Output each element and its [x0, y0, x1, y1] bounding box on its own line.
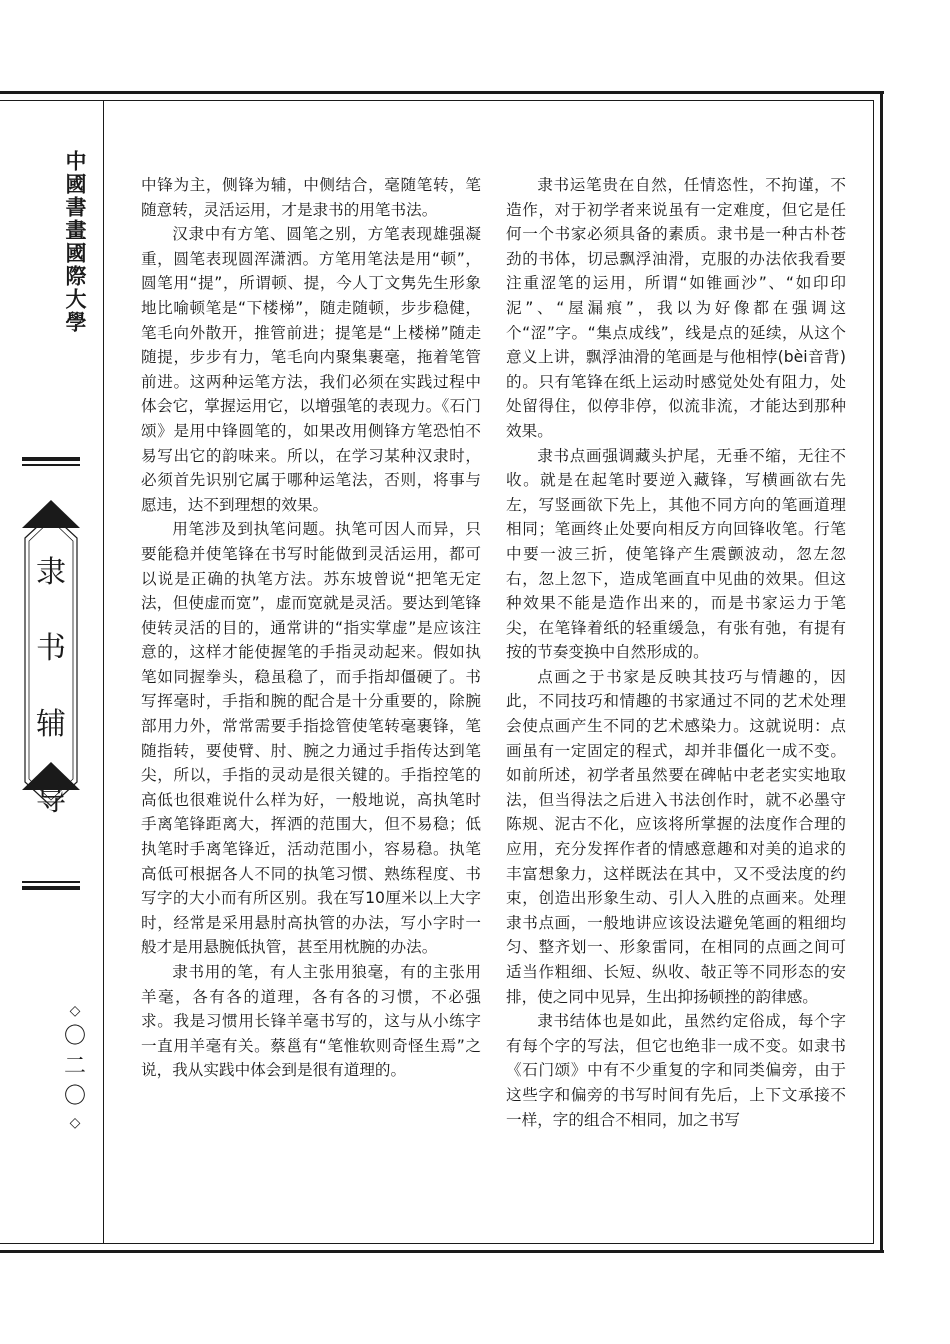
- frame-bottom-inner-rule: [0, 1243, 874, 1244]
- banner-top-bar: [22, 457, 80, 461]
- right-text-column: [506, 173, 846, 1132]
- paragraph: 隶书结体也是如此，虽然约定俗成，每个字有每个字的写法，但它也绝非一成不变。如隶书《石门颂》中有不少重复的字和同类偏旁，由于这些字和偏旁的书写时间有先后，上下文承接不一样，字的组合不相同，加之书写: [506, 1012, 846, 1129]
- frame-right-inner-rule: [873, 100, 874, 1244]
- margin-divider-rule: [103, 100, 104, 1243]
- section-title-char: 隶: [36, 555, 66, 590]
- left-text-column: [141, 173, 481, 1083]
- section-title-char: 书: [36, 631, 66, 666]
- section-title-char: 导: [36, 783, 66, 818]
- page-number: [62, 1000, 88, 1134]
- frame-top-rule: [0, 91, 884, 94]
- banner-bottom-bar: [22, 886, 80, 890]
- section-title-char: 辅: [36, 707, 66, 742]
- paragraph: 隶书用的笔，有人主张用狼毫，有的主张用羊毫，各有各的道理，各有各的习惯，不必强求。我是习惯用长锋羊毫书写的，这与从小练字一直用羊毫有关。蔡邕有“笔惟软则奇怪生焉”之说，我从实践中体会到是很有道理的。: [141, 963, 481, 1080]
- university-title: 中國書畫國際大學: [63, 150, 88, 334]
- page-number-digit: 〇: [63, 1084, 86, 1109]
- paragraph: 中锋为主，侧锋为辅，中侧结合，毫随笔转，笔随意转，灵活运用，才是隶书的用笔书法。: [141, 176, 481, 219]
- paragraph: 隶书运笔贵在自然，任情恣性，不拘谨，不造作，对于初学者来说虽有一定难度，但它是任何一个书家必须具备的素质。隶书是一种古朴苍劲的书体，切忌飘浮油滑，克服的办法依我看要注重涩笔的运用，所谓“如锥画沙”、“如印印泥”、“屋漏痕”，我以为好像都在强调这个“涩”字。“集点成线”，线是点的延续，从这个意义上讲，飘浮油滑的笔画是与他相悖(bèi音背)的。只有笔锋在纸上运动时感觉处处有阻力，处处留得住，似停非停，似流非流，才能达到那种效果。: [506, 176, 846, 440]
- paragraph: 点画之于书家是反映其技巧与情趣的，因此，不同技巧和情趣的书家通过不同的艺术处理会使点画产生不同的艺术感染力。这就说明：点画虽有一定固定的程式，却并非僵化一成不变。如前所述，初学者虽然要在碑帖中老老实实地取法，但当得法之后进入书法创作时，就不必墨守陈规、泥古不化，应该将所掌握的法度作合理的应用，充分发挥作者的情感意趣和对美的追求的丰富想象力，这样既法在其中，又不受法度的约束，创造出形象生动、引人入胜的点画来。处理隶书点画，一般地讲应该设法避免笔画的粗细均匀、整齐划一、形象雷同，在相同的点画之间可适当作粗细、长短、纵收、敧正等不同形态的安排，使之同中见异，生出抑扬顿挫的韵律感。: [506, 667, 846, 1006]
- frame-top-inner-rule: [0, 100, 874, 101]
- page-number-digit: 二: [63, 1054, 86, 1079]
- paragraph: 汉隶中有方笔、圆笔之别，方笔表现雄强凝重，圆笔表现圆浑潇洒。方笔用笔法是用“顿”，圆笔用“提”，所谓顿、提，今人丁文隽先生形象地比喻顿笔是“下楼梯”，随走随顿，步步稳健，笔毛向外散开，推管前进；提笔是“上楼梯”随走随提，步步有力，笔毛向内聚集裹毫，拖着笔管前进。这两种运笔方法，我们必须在实践过程中体会它，掌握运用它，以增强笔的表现力。《石门颂》是用中锋圆笔的，如果改用侧锋方笔恐怕不易写出它的韵味来。所以，在学习某种汉隶时，必须首先识别它属于哪种运笔法，否则，将事与愿违，达不到理想的效果。: [141, 225, 481, 514]
- frame-bottom-rule: [0, 1250, 884, 1253]
- banner-bottom-bar-thin: [22, 881, 80, 883]
- diamond-icon: ◇: [69, 1115, 81, 1131]
- frame-right-rule: [880, 91, 883, 1253]
- diamond-icon: ◇: [69, 1003, 81, 1019]
- paragraph: 隶书点画强调藏头护尾，无垂不缩，无往不收。就是在起笔时要逆入藏锋，写横画欲右先左，写竖画欲下先上，其他不同方向的笔画道理相同；笔画终止处要向相反方向回锋收笔。行笔中要一波三折，使笔锋产生震颤波动，忽左忽右，忽上忽下，造成笔画直中见曲的效果。但这种效果不能是造作出来的，而是书家运力于笔尖，在笔锋着纸的轻重缓急，有张有弛，有提有按的节奏变换中自然形成的。: [506, 446, 846, 662]
- banner-top-bar-thin: [22, 464, 80, 466]
- section-title: [22, 535, 80, 839]
- paragraph: 用笔涉及到执笔问题。执笔可因人而异，只要能稳并使笔锋在书写时能做到灵活运用，都可以说是正确的执笔方法。苏东坡曾说“把笔无定法，但使虚而宽”，虚而宽就是灵活。要达到笔锋使转灵活的目的，通常讲的“指实掌虚”是应该注意的，这样才能使握笔的手指灵动起来。假如执笔如同握拳头，稳虽稳了，而手指却僵硬了。书写挥毫时，手指和腕的配合是十分重要的，除腕部用力外，常常需要手指捻管使笔转毫裹锋，笔随指转，要使臂、肘、腕之力通过手指传达到笔尖，所以，手指的灵动是很关键的。手指控笔的高低也很难说什么样为好，一般地说，高执笔时手离笔锋距离大，挥洒的范围大，但不易稳；低执笔时手离笔锋近，活动范围小，容易稳。执笔高低可根据各人不同的执笔习惯、熟练程度、书写字的大小而有所区别。我在写10厘米以上大字时，经常是采用悬肘高执管的办法，写小字时一般才是用悬腕低执管，甚至用枕腕的办法。: [141, 520, 481, 957]
- page-number-digit: 〇: [63, 1024, 86, 1049]
